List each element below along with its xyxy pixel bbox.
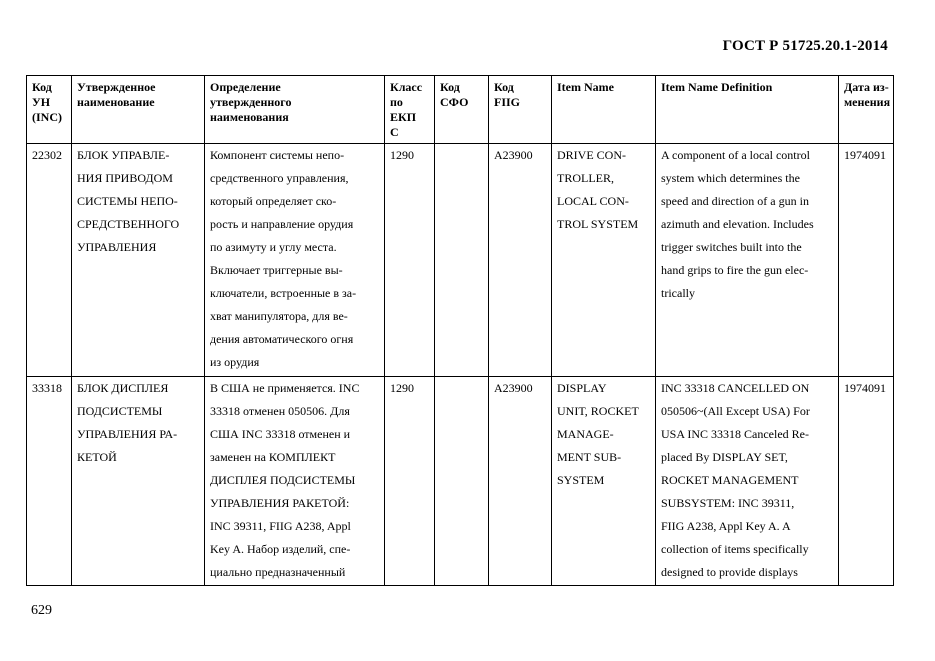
cell-inc: 33318 bbox=[27, 377, 72, 586]
column-header-approved-name: Утвержденное наименование bbox=[72, 76, 205, 144]
cell-item-name-definition: A component of a local control system which determines the speed and direction of a gun in azimuth and elevation. Includes trigger switches built into the hand grips to fire the gun elec- trically bbox=[656, 144, 839, 377]
table-header-row bbox=[27, 76, 894, 144]
column-header-change-date: Дата из- менения bbox=[839, 76, 894, 144]
item-name-table bbox=[26, 75, 894, 586]
cell-fiig-code: A23900 bbox=[489, 377, 552, 586]
cell-definition-ru: Компонент системы непо- средственного управления, который определяет ско- рость и направление орудия по азимуту и углу места. Включает триггерные вы- ключатели, встроенные в за- хват манипулятора, для ве- дения автоматического огня из орудия bbox=[205, 144, 385, 377]
column-header-class: Класс по ЕКП С bbox=[385, 76, 435, 144]
cell-inc: 22302 bbox=[27, 144, 72, 377]
table-row bbox=[27, 377, 894, 586]
column-header-item-name: Item Name bbox=[552, 76, 656, 144]
column-header-fiig-code: Код FIIG bbox=[489, 76, 552, 144]
cell-name-ru: БЛОК УПРАВЛЕ- НИЯ ПРИВОДОМ СИСТЕМЫ НЕПО- СРЕДСТВЕННОГО УПРАВЛЕНИЯ bbox=[72, 144, 205, 377]
cell-change-date: 1974091 bbox=[839, 144, 894, 377]
document-standard-title: ГОСТ Р 51725.20.1-2014 bbox=[722, 38, 888, 54]
column-header-definition: Определение утвержденного наименования bbox=[205, 76, 385, 144]
cell-item-name-definition: INC 33318 CANCELLED ON 050506~(All Except USA) For USA INC 33318 Canceled Re- placed By DISPLAY SET, ROCKET MANAGEMENT SUBSYSTEM: INC 39311, FIIG A238, Appl Key A. A collection of items specifically designed to provide displays bbox=[656, 377, 839, 586]
column-header-sfo-code: Код СФО bbox=[435, 76, 489, 144]
cell-item-name: DRIVE CON- TROLLER, LOCAL CON- TROL SYSTEM bbox=[552, 144, 656, 377]
page-number: 629 bbox=[31, 603, 52, 618]
table-row bbox=[27, 144, 894, 377]
column-header-item-name-definition: Item Name Definition bbox=[656, 76, 839, 144]
column-header-inc: Код УН (INC) bbox=[27, 76, 72, 144]
cell-change-date: 1974091 bbox=[839, 377, 894, 586]
cell-class: 1290 bbox=[385, 144, 435, 377]
cell-fiig-code: A23900 bbox=[489, 144, 552, 377]
cell-class: 1290 bbox=[385, 377, 435, 586]
cell-item-name: DISPLAY UNIT, ROCKET MANAGE- MENT SUB- SYSTEM bbox=[552, 377, 656, 586]
cell-sfo-code bbox=[435, 377, 489, 586]
cell-sfo-code bbox=[435, 144, 489, 377]
cell-name-ru: БЛОК ДИСПЛЕЯ ПОДСИСТЕМЫ УПРАВЛЕНИЯ РА- КЕТОЙ bbox=[72, 377, 205, 586]
cell-definition-ru: В США не применяется. INC 33318 отменен 050506. Для США INC 33318 отменен и заменен на КОМПЛЕКТ ДИСПЛЕЯ ПОДСИСТЕМЫ УПРАВЛЕНИЯ РАКЕТОЙ: INC 39311, FIIG A238, Appl Key A. Набор изделий, спе- циально предназначенный bbox=[205, 377, 385, 586]
